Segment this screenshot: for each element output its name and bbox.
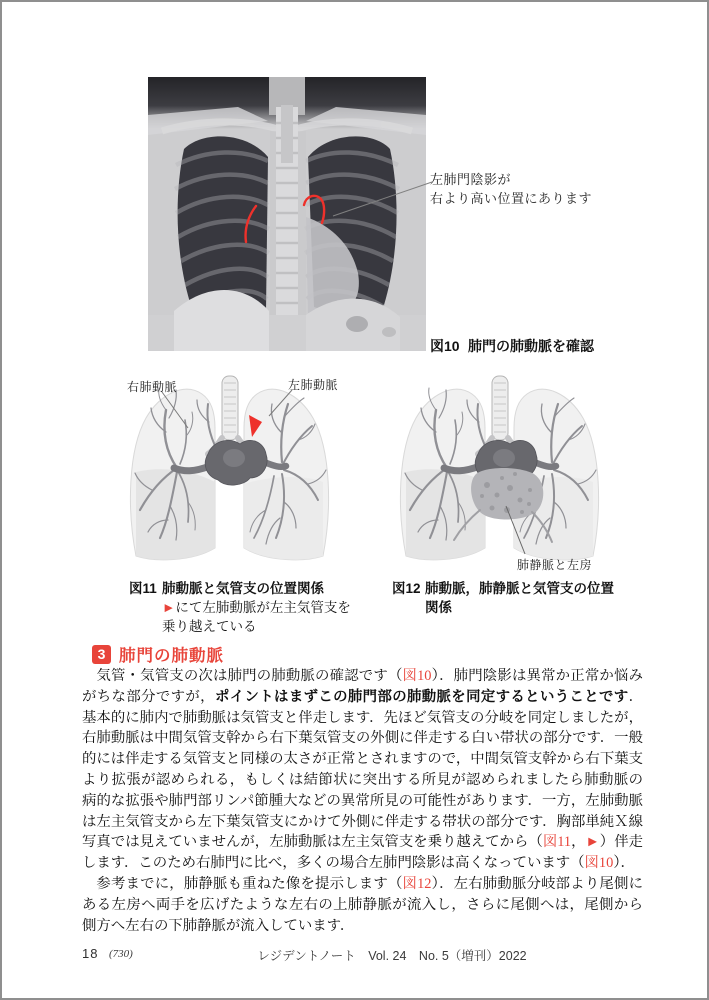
figure10-title: 肺門の肺動脈を確認 xyxy=(468,338,594,354)
section-heading xyxy=(92,642,224,666)
xray-annotation xyxy=(430,170,592,208)
leader-line xyxy=(330,178,434,220)
fig11-3d-image xyxy=(122,370,337,572)
body-text xyxy=(82,666,643,936)
figure11-note: ►にて左肺動脈が左主気管支を乗り越えている xyxy=(162,600,351,634)
fig12-label-pv-la: 肺静脈と左房 xyxy=(517,558,593,572)
fig11-label-left-pa: 左肺動脈 xyxy=(288,378,339,392)
annotation-line-1: 左肺門陰影が xyxy=(430,172,512,187)
figure11-number: 図11 xyxy=(129,581,157,596)
journal-footer: レジデントノート Vol. 24 No. 5（増刊）2022 xyxy=(257,949,527,963)
fig11-label-right-pa: 右肺動脈 xyxy=(127,380,178,394)
annotation-line-2: 右より高い位置にあります xyxy=(430,191,593,206)
figure12-title: 肺動脈，肺静脈と気管支の位置関係 xyxy=(425,581,614,615)
figure10-caption xyxy=(430,336,594,356)
figure10-number: 図10 xyxy=(430,338,460,354)
fig12-3d-image xyxy=(392,370,607,572)
paragraph-2: 参考までに，肺静脈も重ねた像を提示します（図12）．左右肺動脈分岐部より尾側にある左房へ両手を広げたような左右の上肺静脈が流入し，さらに尾側へは，尾側から側方へ左右の下肺静脈が流入しています． xyxy=(82,875,643,934)
section-number-badge: 3 xyxy=(92,645,111,664)
page-number-alt: (730) xyxy=(109,948,133,960)
figure12-number: 図12 xyxy=(392,581,421,596)
figure11-title: 肺動脈と気管支の位置関係 xyxy=(162,581,324,596)
figure11-caption xyxy=(129,579,369,636)
paragraph-1: 気管・気管支の次は肺門の肺動脈の確認です（図10）．肺門陰影は異常か正常か悩みがちな部分ですが，ポイントはまずこの肺門部の肺動脈を同定するということです．基本的に肺内で肺動脈は気管支と伴走します．先ほど気管支の分岐を同定しましたが，右肺動脈は中間気管支幹から右下葉気管支の外側に伴走する白い帯状の部分です．一般的には伴走する気管支と同様の太さが正常とされますので，中間気管支幹から右下葉支より拡張が認められる，もしくは結節状に突出する所見が認められましたら肺動脈の病的な拡張や肺門部リンパ節腫大などの異常所見の可能性があります．一方，左肺動脈は左主気管支から左下葉気管支にかけて外側に伴走する帯状の部分です．胸部単純Ｘ線写真では見えていませんが，左肺動脈は左主気管支を乗り越えてから（図11，►）伴走します．このため右肺門に比べ，多くの場合左肺門陰影は高くなっています（図10）． xyxy=(82,668,643,872)
page-number: 18 xyxy=(82,946,99,961)
figure12-caption xyxy=(392,579,632,617)
section-title: 肺門の肺動脈 xyxy=(119,647,224,665)
